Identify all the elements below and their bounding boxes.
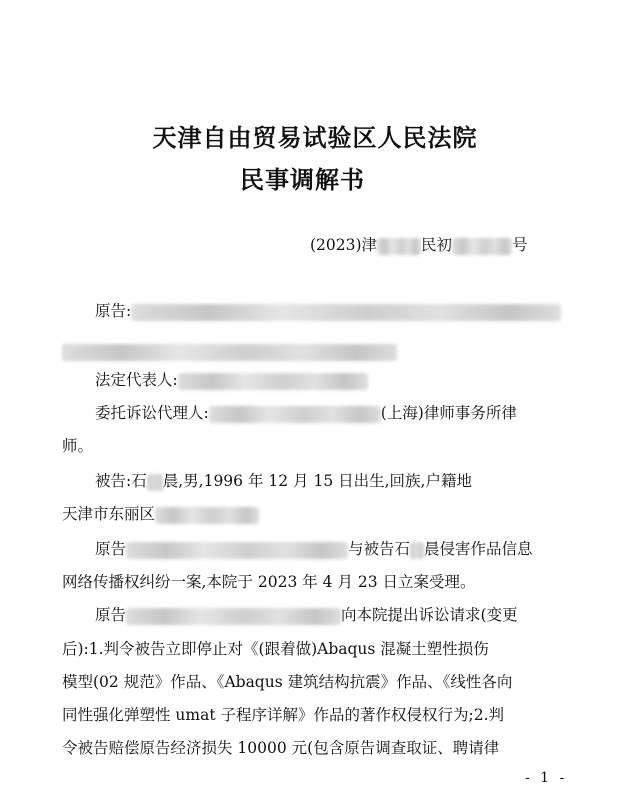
redacted-block: [155, 507, 259, 524]
claims-line-4: 同性强化弹塑性 umat 子程序详解》作品的著作权侵权行为;2.判: [62, 706, 505, 724]
claims-line-3: 模型(02 规范》作品、《Abaqus 建筑结构抗震》作品、《线性各向: [62, 673, 513, 691]
case-intro-line-2: 网络传播权纠纷一案,本院于 2023 年 4 月 23 日立案受理。: [62, 573, 476, 591]
agent-line-2: 师。: [62, 437, 94, 455]
redacted-block: [410, 542, 424, 559]
page-number: - 1 -: [525, 770, 568, 786]
legal-rep-label: 法定代表人:: [95, 371, 178, 389]
claims-b: 向本院提出诉讼请求(变更: [341, 606, 518, 624]
plaintiff-address-line: [62, 340, 397, 362]
defendant-address-a: 天津市东丽区: [62, 505, 156, 523]
defendant-text-a: 被告:石: [95, 472, 147, 490]
case-number-suffix: 号: [512, 236, 528, 254]
defendant-text-b: 晨,男,1996 年 12 月 15 日出生,回族,户籍地: [162, 472, 472, 490]
redacted-block: [377, 238, 421, 255]
plaintiff-label: 原告:: [95, 302, 132, 320]
redacted-block: [147, 474, 163, 491]
defendant-line-2: [62, 503, 259, 525]
agent-firm-tail: (上海)律师事务所律: [380, 404, 517, 422]
redacted-block: [126, 542, 348, 559]
case-number-mid: 民初: [421, 236, 453, 254]
case-intro-b: 与被告石: [348, 540, 411, 558]
court-name-title: 天津自由贸易试验区人民法院: [152, 124, 478, 152]
claims-a: 原告: [95, 606, 127, 624]
claims-line: [95, 604, 518, 626]
case-intro-a: 原告: [95, 540, 127, 558]
redacted-block: [178, 373, 368, 390]
case-number: [310, 233, 528, 255]
case-intro-line: [95, 538, 533, 560]
defendant-line: [95, 470, 472, 492]
claims-line-2: 后):1.判令被告立即停止对《(跟着做)Abaqus 混凝土塑性损伤: [62, 640, 489, 658]
legal-rep-line: [95, 369, 368, 391]
case-number-prefix: (2023)津: [310, 236, 378, 254]
redacted-block: [452, 238, 512, 255]
plaintiff-line: [95, 300, 561, 322]
agent-label: 委托诉讼代理人:: [95, 404, 209, 422]
claims-line-5: 令被告赔偿原告经济损失 10000 元(包含原告调查取证、聘请律: [62, 739, 500, 757]
document-type-text: 民事调解书: [240, 166, 365, 194]
redacted-block: [209, 406, 381, 423]
agent-line: [95, 402, 517, 424]
case-intro-c: 晨侵害作品信息: [424, 540, 533, 558]
redacted-block: [62, 344, 397, 361]
document-type-title: [0, 160, 630, 195]
redacted-block: [131, 304, 561, 321]
redacted-block: [126, 608, 341, 625]
